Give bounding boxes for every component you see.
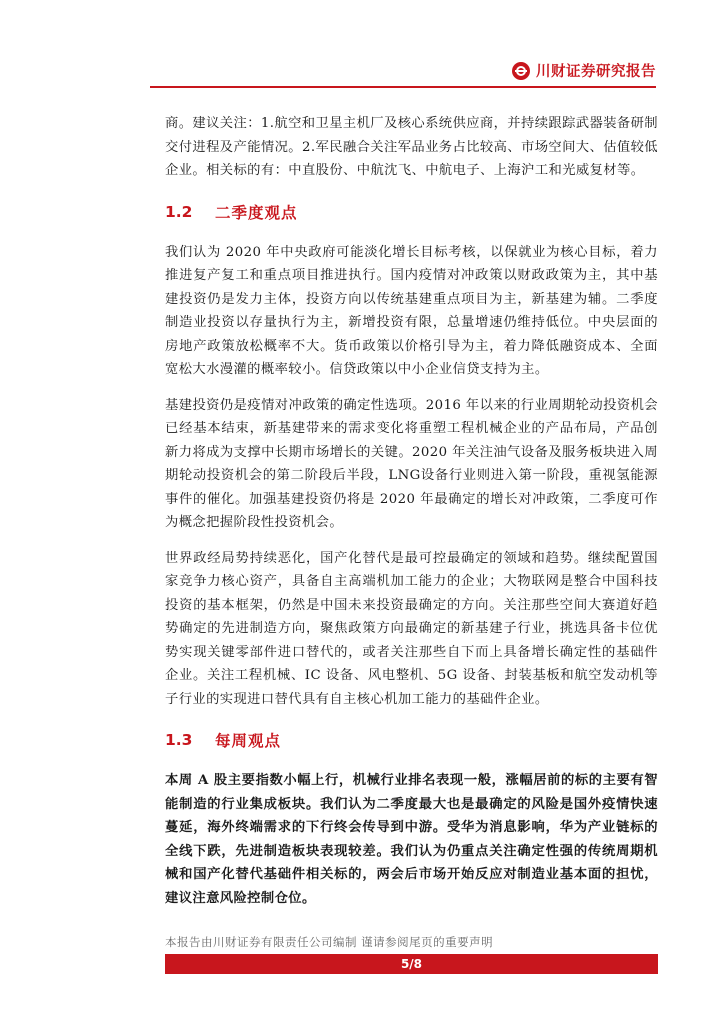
footer-disclaimer: 本报告由川财证券有限责任公司编制 谨请参阅尾页的重要声明 — [165, 935, 494, 949]
page-header — [0, 50, 724, 90]
report-body — [165, 112, 658, 910]
chuancai-logo-icon — [512, 62, 530, 80]
section-title: 每周观点 — [215, 732, 282, 750]
section-heading-1-2 — [165, 183, 658, 241]
header-rule — [150, 86, 656, 88]
paragraph-q2-infrastructure: 基建投资仍是疫情对冲政策的确定性选项。2016 年以来的行业周期轮动投资机会已经基本结束，新基建带来的需求变化将重塑工程机械企业的产品布局，产品创新力将成为支撑中长期市场增长的关键。2020 年关注油气设备及服务板块进入周期轮动投资机会的第二阶段后半段，LNG设备行业则进入第一阶段，重视氢能源事件的催化。加强基建投资仍将是 2020 年最确定的增长对冲政策，二季度可作为概念把握阶段性投资机会。 — [165, 397, 658, 530]
paragraph-q2-policy: 我们认为 2020 年中央政府可能淡化增长目标考核，以保就业为核心目标，着力推进复产复工和重点项目推进执行。国内疫情对冲政策以财政政策为主，其中基建投资仍是发力主体，投资方向以传统基建重点项目为主，新基建为辅。二季度制造业投资以存量执行为主，新增投资有限，总量增速仍维持低位。中央层面的房地产政策放松概率不大。货币政策以价格引导为主，着力降低融资成本、全面宽松大水漫灌的概率较小。信贷政策以中小企业信贷支持为主。 — [165, 244, 658, 377]
section-number: 1.2 — [165, 202, 193, 221]
paragraph-weekly: 本周 A 股主要指数小幅上行，机械行业排名表现一般，涨幅居前的标的主要有智能制造的行业集成板块。我们认为二季度最大也是最确定的风险是国外疫情快速蔓延，海外终端需求的下行终会传导到中游。受华为消息影响，华为产业链标的全线下跌，先进制造板块表现较差。我们认为仍重点关注确定性强的传统周期机械和国产化替代基础件相关标的，两会后市场开始反应对制造业基本面的担忧，建议注意风险控制仓位。 — [165, 773, 658, 906]
paragraph-intro: 商。建议关注：1.航空和卫星主机厂及核心系统供应商，并持续跟踪武器装备研制交付进程及产能情况。2.军民融合关注军品业务占比较高、市场空间大、估值较低企业。相关标的有：中直股份、中航沈飞、中航电子、上海沪工和光威复材等。 — [165, 116, 658, 178]
footer-bar — [165, 954, 658, 974]
section-title: 二季度观点 — [215, 203, 298, 222]
section-number: 1.3 — [165, 731, 193, 749]
page-number: 5/8 — [400, 957, 423, 971]
brand-name: 川财证券研究报告 — [536, 64, 656, 80]
paragraph-q2-substitution: 世界政经局势持续恶化，国产化替代是最可控最确定的领域和趋势。继续配置国家竞争力核心资产，具备自主高端机加工能力的企业；大物联网是整合中国科技投资的基本框架，仍然是中国未来投资最确定的方向。关注那些空间大赛道好趋势确定的先进制造方向，聚焦政策方向最确定的新基建子行业，挑选具备卡位优势实现关键零部件进口替代的，或者关注那些自下而上具备增长确定性的基础件企业。关注工程机械、IC 设备、风电整机、5G 设备、封装基板和航空发动机等子行业的实现进口替代具有自主核心机加工能力的基础件企业。 — [165, 550, 658, 707]
section-heading-1-3 — [165, 711, 658, 769]
brand — [512, 60, 656, 81]
